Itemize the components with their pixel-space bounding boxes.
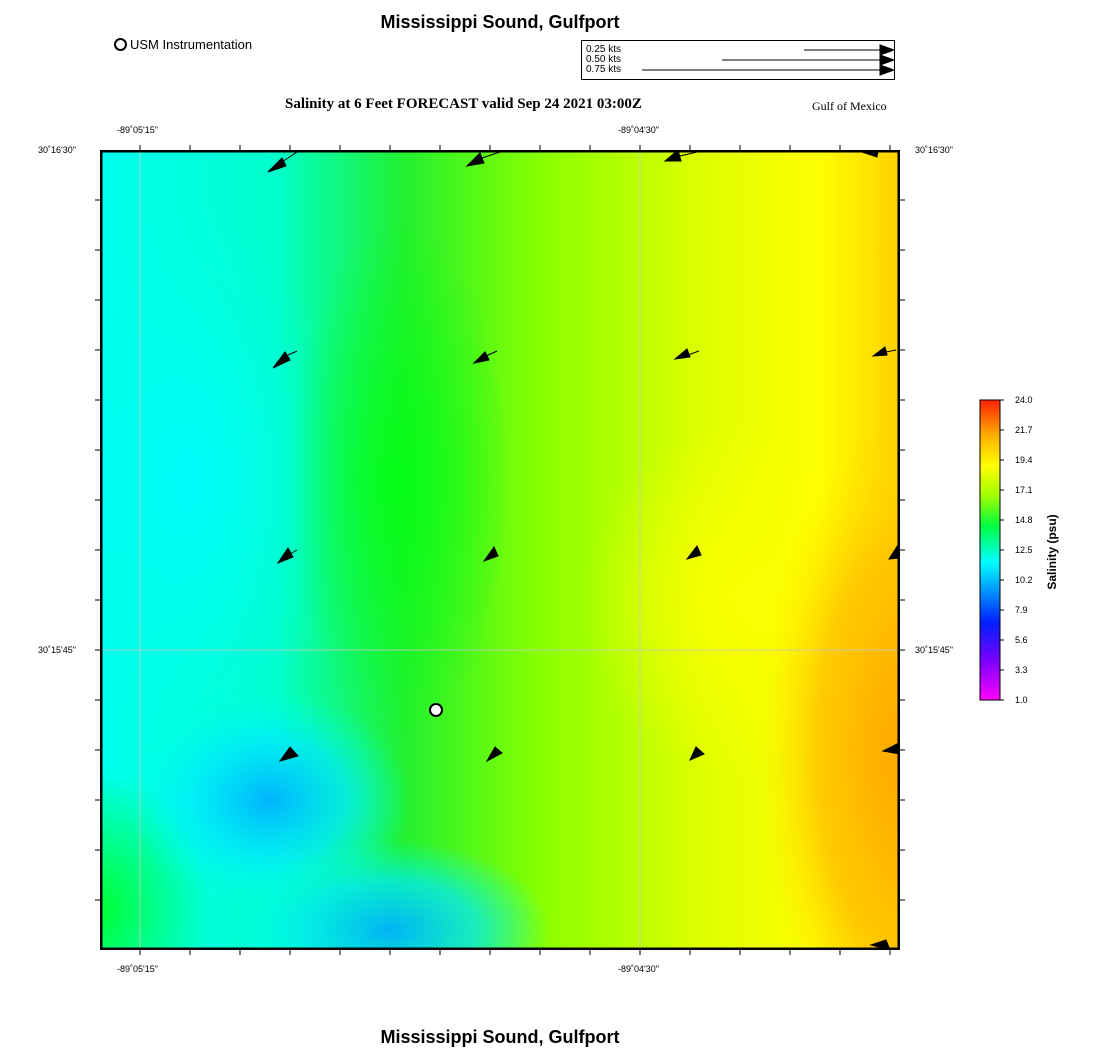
colorbar-tick: 19.4 bbox=[1015, 455, 1033, 465]
lon-label-bottom-2: -89˚04'30" bbox=[618, 964, 659, 974]
colorbar-tick: 21.7 bbox=[1015, 425, 1033, 435]
map-subtitle: Salinity at 6 Feet FORECAST valid Sep 24 2021 03:00Z bbox=[285, 96, 642, 112]
colorbar-tick: 12.5 bbox=[1015, 545, 1033, 555]
colorbar-label: Salinity (psu) bbox=[1045, 514, 1059, 590]
frame-ticks bbox=[90, 140, 910, 960]
map-title-bottom: Mississippi Sound, Gulfport bbox=[380, 1027, 620, 1047]
instrument-marker-icon bbox=[114, 38, 127, 51]
vector-scale-legend bbox=[581, 40, 895, 80]
scale-arrows bbox=[582, 41, 894, 79]
colorbar-tick: 3.3 bbox=[1015, 665, 1028, 675]
lat-label-left-2: 30˚15'45" bbox=[38, 645, 76, 655]
lat-label-right-1: 30˚16'30" bbox=[915, 145, 953, 155]
colorbar-tick: 14.8 bbox=[1015, 515, 1033, 525]
scale-label-075: 0.75 kts bbox=[586, 64, 622, 75]
scale-label-050: 0.50 kts bbox=[586, 54, 622, 65]
scale-label-025: 0.25 kts bbox=[586, 44, 622, 55]
instrument-legend-label: USM Instrumentation bbox=[130, 37, 253, 52]
colorbar-tick: 5.6 bbox=[1015, 635, 1028, 645]
lon-label-bottom-1: -89˚05'15" bbox=[117, 964, 158, 974]
lon-label-top-2: -89˚04'30" bbox=[618, 125, 659, 135]
colorbar-tick: 1.0 bbox=[1015, 695, 1028, 705]
colorbar-tick: 24.0 bbox=[1015, 395, 1033, 405]
colorbar-tick: 10.2 bbox=[1015, 575, 1033, 585]
region-label: Gulf of Mexico bbox=[812, 99, 887, 113]
lon-label-top-1: -89˚05'15" bbox=[117, 125, 158, 135]
instrument-legend bbox=[114, 37, 252, 52]
colorbar-tick: 17.1 bbox=[1015, 485, 1033, 495]
lat-label-left-1: 30˚16'30" bbox=[38, 145, 76, 155]
lat-label-right-2: 30˚15'45" bbox=[915, 645, 953, 655]
colorbar-tick: 7.9 bbox=[1015, 605, 1028, 615]
map-title-top: Mississippi Sound, Gulfport bbox=[380, 12, 620, 32]
